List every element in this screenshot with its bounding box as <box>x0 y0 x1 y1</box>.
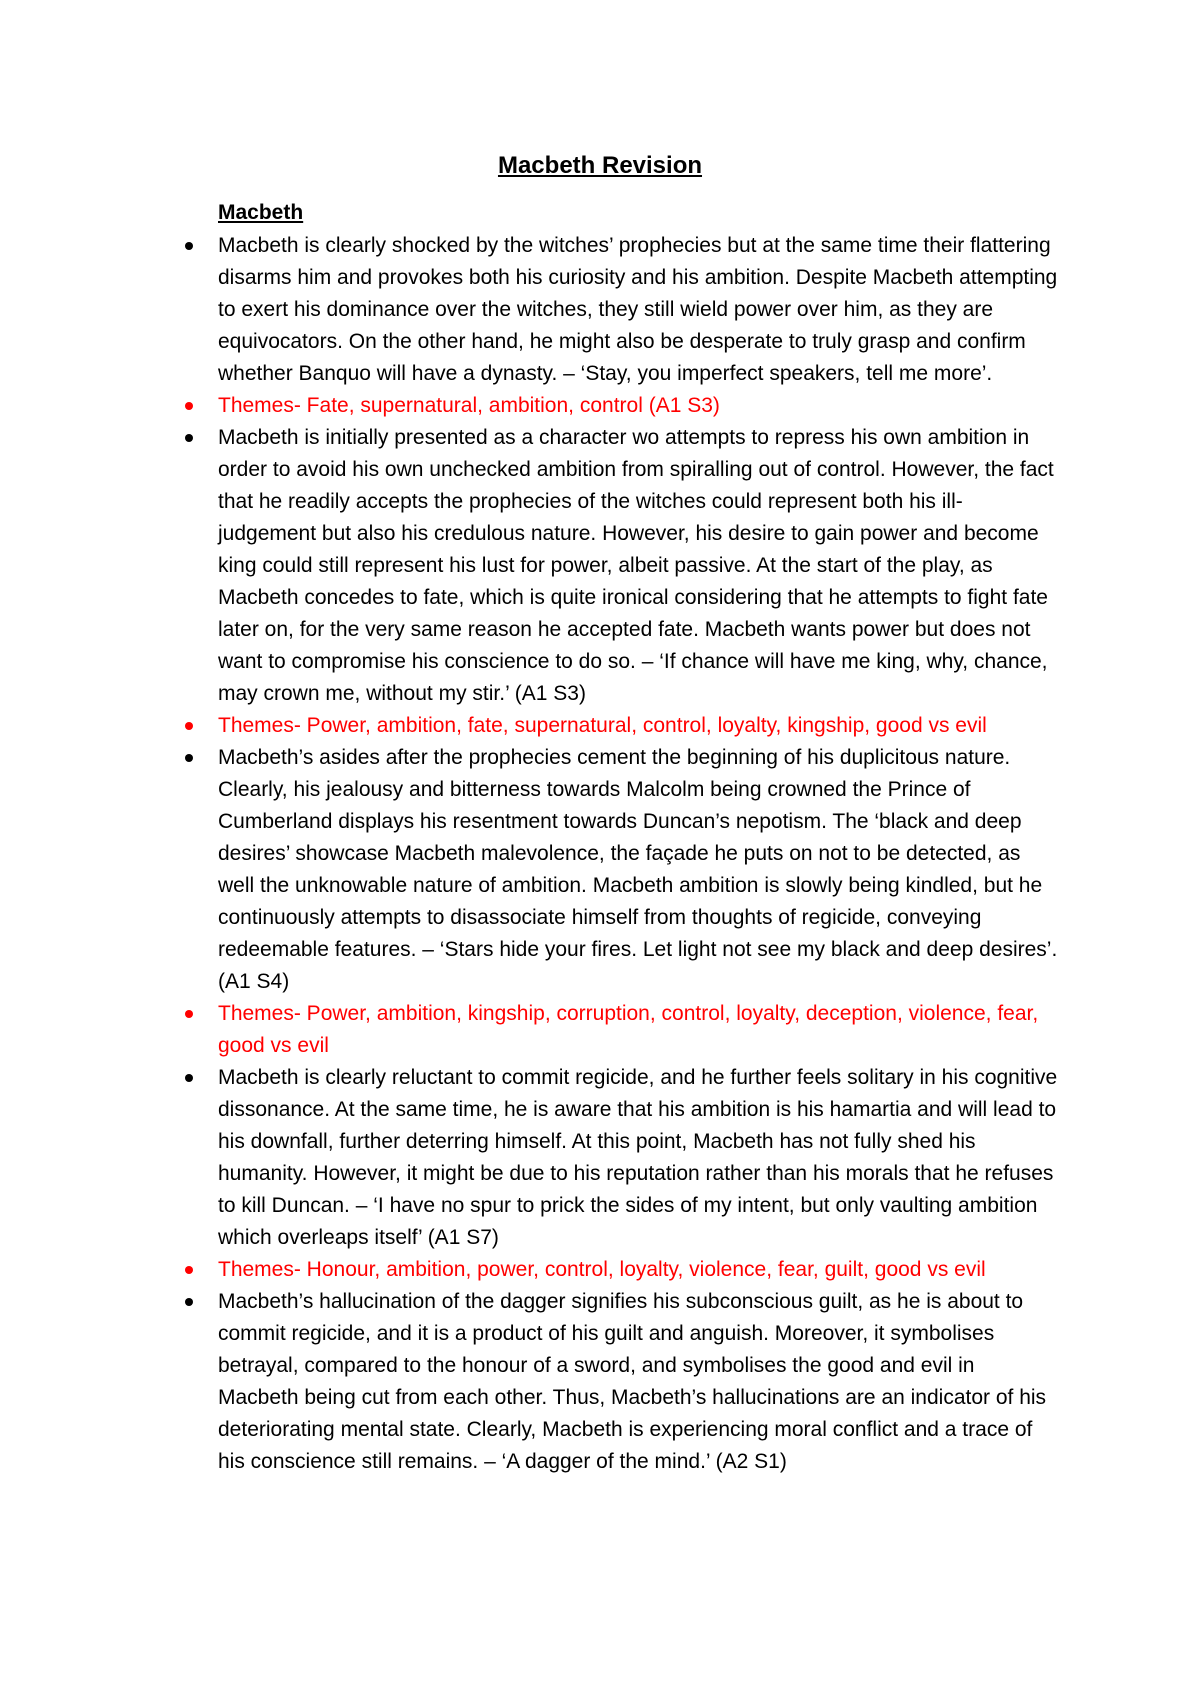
bullet-icon <box>185 1010 193 1018</box>
list-item <box>218 422 1058 710</box>
bullet-icon <box>185 434 193 442</box>
note-text: Macbeth is initially presented as a character wo attempts to repress his own ambition in order to avoid his own unchecked ambition from spiralling out of control. However, the fact that he readily accepts the prophecies of the witches could represent both his ill-judgement but also his credulous nature. However, his desire to gain power and become king could still represent his lust for power, albeit passive. At the start of the play, as Macbeth concedes to fate, which is quite ironical considering that he attempts to fight fate later on, for the very same reason he accepted fate. Macbeth wants power but does not want to compromise his conscience to do so. – ‘If chance will have me king, why, chance, may crown me, without my stir.’ (A1 S3) <box>218 426 1054 705</box>
bullet-icon <box>185 754 193 762</box>
themes-item <box>218 1254 1058 1286</box>
list-item <box>218 230 1058 390</box>
note-text: Macbeth’s asides after the prophecies cement the beginning of his duplicitous nature. Clearly, his jealousy and bitterness towards Malcolm being crowned the Prince of Cumberland displays his resentment towards Duncan’s nepotism. The ‘black and deep desires’ showcase Macbeth malevolence, the façade he puts on not to be detected, as well the unknowable nature of ambition. Macbeth ambition is slowly being kindled, but he continuously attempts to disassociate himself from thoughts of regicide, conveying redeemable features. – ‘Stars hide your fires. Let light not see my black and deep desires’. (A1 S4) <box>218 746 1058 993</box>
bullet-icon <box>185 1298 193 1306</box>
bullet-icon <box>185 402 193 410</box>
bullet-icon <box>185 242 193 250</box>
bullet-icon <box>185 1266 193 1274</box>
list-item <box>218 1286 1058 1478</box>
note-text: Macbeth’s hallucination of the dagger signifies his subconscious guilt, as he is about to commit regicide, and it is a product of his guilt and anguish. Moreover, it symbolises betrayal, compared to the honour of a sword, and symbolises the good and evil in Macbeth being cut from each other. Thus, Macbeth’s hallucinations are an indicator of his deteriorating mental state. Clearly, Macbeth is experiencing moral conflict and a trace of his conscience still remains. – ‘A dagger of the mind.’ (A2 S1) <box>218 1290 1047 1473</box>
themes-item <box>218 390 1058 422</box>
list-item <box>218 1062 1058 1254</box>
themes-text: Themes- Fate, supernatural, ambition, control (A1 S3) <box>218 394 720 417</box>
themes-text: Themes- Power, ambition, kingship, corruption, control, loyalty, deception, violence, fear, good vs evil <box>218 1002 1039 1057</box>
note-text: Macbeth is clearly reluctant to commit regicide, and he further feels solitary in his cognitive dissonance. At the same time, he is aware that his ambition is his hamartia and will lead to his downfall, further deterring himself. At this point, Macbeth has not fully shed his humanity. However, it might be due to his reputation rather than his morals that he refuses to kill Duncan. – ‘I have no spur to prick the sides of my intent, but only vaulting ambition which overleaps itself’ (A1 S7) <box>218 1066 1058 1249</box>
themes-item <box>218 998 1058 1062</box>
bullet-icon <box>185 1074 193 1082</box>
list-item <box>218 742 1058 998</box>
document-title: Macbeth Revision <box>497 152 703 179</box>
themes-text: Themes- Honour, ambition, power, control, loyalty, violence, fear, guilt, good vs evil <box>218 1258 986 1281</box>
revision-bullet-list <box>218 230 1058 1478</box>
bullet-icon <box>185 722 193 730</box>
themes-item <box>218 710 1058 742</box>
themes-text: Themes- Power, ambition, fate, supernatural, control, loyalty, kingship, good vs evil <box>218 714 987 737</box>
note-text: Macbeth is clearly shocked by the witches’ prophecies but at the same time their flattering disarms him and provokes both his curiosity and his ambition. Despite Macbeth attempting to exert his dominance over the witches, they still wield power over him, as they are equivocators. On the other hand, he might also be desperate to truly grasp and confirm whether Banquo will have a dynasty. – ‘Stay, you imperfect speakers, tell me more’. <box>218 234 1058 385</box>
section-heading: Macbeth <box>218 201 304 224</box>
